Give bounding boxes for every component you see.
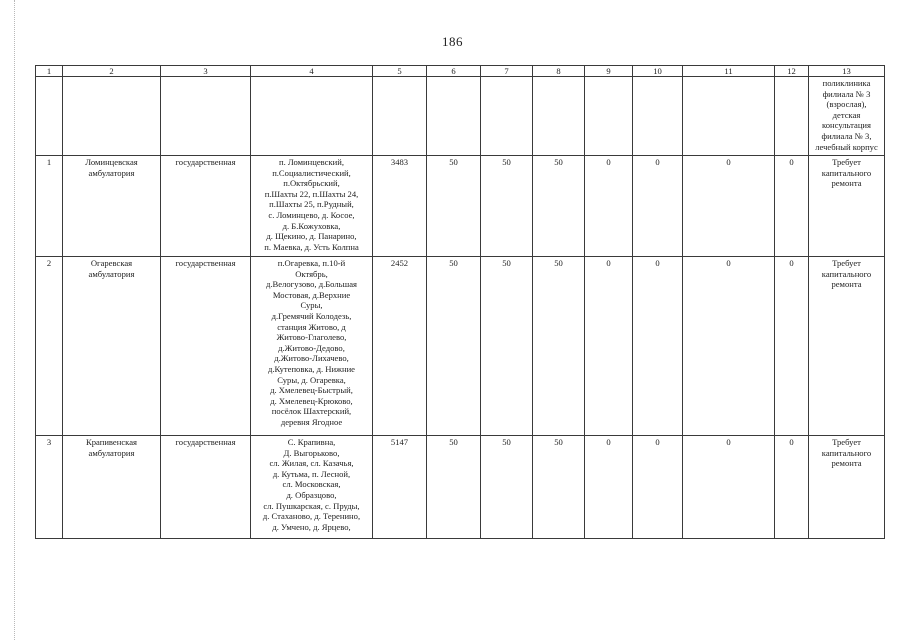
empty-cell xyxy=(427,77,481,156)
column-number-cell: 13 xyxy=(809,66,885,77)
document-table xyxy=(35,65,885,539)
column-number-cell: 10 xyxy=(633,66,683,77)
ownership-type: государственная xyxy=(161,257,251,436)
row-number: 1 xyxy=(36,156,63,257)
row-number: 2 xyxy=(36,257,63,436)
empty-cell xyxy=(481,77,533,156)
value-cell-6: 50 xyxy=(427,156,481,257)
empty-cell xyxy=(683,77,775,156)
value-cell-8: 50 xyxy=(533,156,585,257)
value-cell-12: 0 xyxy=(775,257,809,436)
table-row xyxy=(36,257,885,436)
row-number: 3 xyxy=(36,436,63,539)
service-area: п. Ломинцевский, п.Социалистический, п.Октябрьский, п.Шахты 22, п.Шахты 24, п.Шахты 25, п.Рудный, с. Ломинцево, д. Косое, д. Б.Кожуховка, д. Щекино, д. Панарино, п. Маевка, д. Усть Колпна xyxy=(251,156,373,257)
empty-cell xyxy=(633,77,683,156)
continuation-note: поликлиника филиала № 3 (взрослая), детская консультация филиала № 3, лечебный корпус xyxy=(809,77,885,156)
empty-cell xyxy=(63,77,161,156)
value-cell-7: 50 xyxy=(481,436,533,539)
value-cell-11: 0 xyxy=(683,156,775,257)
column-number-cell: 8 xyxy=(533,66,585,77)
facility-name: Крапивенская амбулатория xyxy=(63,436,161,539)
empty-cell xyxy=(373,77,427,156)
column-number-cell: 4 xyxy=(251,66,373,77)
column-number-cell: 9 xyxy=(585,66,633,77)
value-cell-6: 50 xyxy=(427,436,481,539)
value-cell-8: 50 xyxy=(533,257,585,436)
service-area: С. Крапивна, Д. Выгорьково, сл. Жилая, сл. Казачья, д. Кутьма, п. Лесной, сл. Московская, д. Образцово, сл. Пушкарская, с. Пруды, д. Стаханово, д. Теренино, д. Умчено, д. Ярцево, xyxy=(251,436,373,539)
condition-note: Требует капитального ремонта xyxy=(809,257,885,436)
table-row xyxy=(36,436,885,539)
facility-name: Ломинцевская амбулатория xyxy=(63,156,161,257)
value-cell-7: 50 xyxy=(481,156,533,257)
column-number-cell: 11 xyxy=(683,66,775,77)
value-cell-7: 50 xyxy=(481,257,533,436)
empty-cell xyxy=(775,77,809,156)
empty-cell xyxy=(251,77,373,156)
empty-cell xyxy=(533,77,585,156)
page-number: 186 xyxy=(442,34,463,49)
continuation-row xyxy=(36,77,885,156)
column-number-cell: 12 xyxy=(775,66,809,77)
column-number-cell: 6 xyxy=(427,66,481,77)
ownership-type: государственная xyxy=(161,156,251,257)
value-cell-5: 2452 xyxy=(373,257,427,436)
value-cell-11: 0 xyxy=(683,257,775,436)
column-number-cell: 7 xyxy=(481,66,533,77)
facility-name: Огаревская амбулатория xyxy=(63,257,161,436)
value-cell-5: 3483 xyxy=(373,156,427,257)
condition-note: Требует капитального ремонта xyxy=(809,436,885,539)
scan-margin-dots xyxy=(14,0,16,640)
value-cell-9: 0 xyxy=(585,156,633,257)
value-cell-12: 0 xyxy=(775,436,809,539)
value-cell-6: 50 xyxy=(427,257,481,436)
empty-cell xyxy=(161,77,251,156)
value-cell-5: 5147 xyxy=(373,436,427,539)
column-number-row xyxy=(36,66,885,77)
value-cell-10: 0 xyxy=(633,257,683,436)
value-cell-11: 0 xyxy=(683,436,775,539)
column-number-cell: 5 xyxy=(373,66,427,77)
column-number-cell: 3 xyxy=(161,66,251,77)
ownership-type: государственная xyxy=(161,436,251,539)
column-number-cell: 1 xyxy=(36,66,63,77)
column-number-cell: 2 xyxy=(63,66,161,77)
value-cell-8: 50 xyxy=(533,436,585,539)
condition-note: Требует капитального ремонта xyxy=(809,156,885,257)
empty-cell xyxy=(585,77,633,156)
service-area: п.Огаревка, п.10-й Октябрь, д.Велогузово, д.Большая Мостовая, д.Верхние Суры, д.Гремячий Колодезь, станция Житово, д Житово-Глаголево, д.Житово-Дедово, д.Житово-Лихачево, д.Кутеповка, д. Нижние Суры, д. Огаревка, д. Хмелевец-Быстрый, д. Хмелевец-Крюково, посёлок Шахтерский, деревня Ягодное xyxy=(251,257,373,436)
value-cell-9: 0 xyxy=(585,257,633,436)
value-cell-10: 0 xyxy=(633,436,683,539)
value-cell-10: 0 xyxy=(633,156,683,257)
empty-cell xyxy=(36,77,63,156)
value-cell-12: 0 xyxy=(775,156,809,257)
value-cell-9: 0 xyxy=(585,436,633,539)
table-row xyxy=(36,156,885,257)
